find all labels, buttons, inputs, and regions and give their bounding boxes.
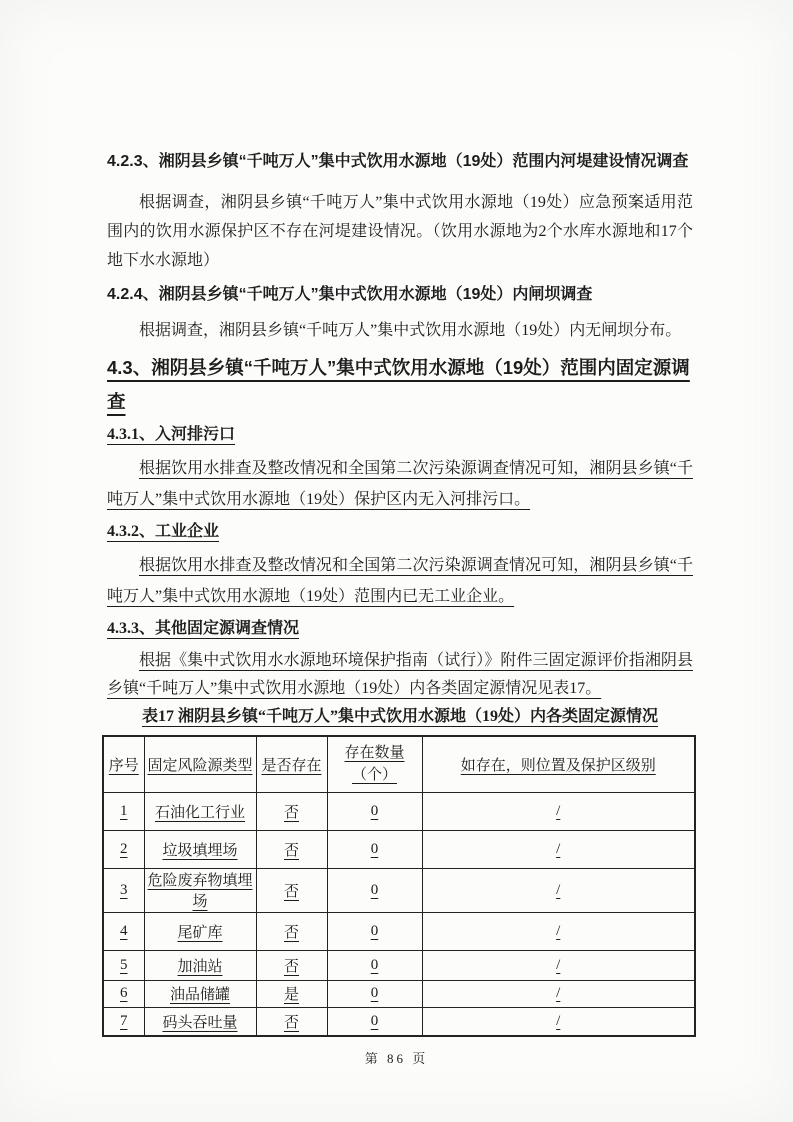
header-location: 如存在，则位置及保护区级别 — [422, 736, 695, 792]
heading-4-2-3: 4.2.3、湘阴县乡镇“千吨万人”集中式饮用水源地（19处）范围内河堤建设情况调查 — [107, 153, 689, 170]
fixed-source-table — [102, 735, 696, 1037]
heading-4-3-1: 4.3.1、入河排污口 — [107, 426, 236, 443]
heading-4-3-3: 4.3.3、其他固定源调查情况 — [107, 620, 300, 637]
page-number: 第 86 页 — [364, 1051, 429, 1066]
table-row: 4 尾矿库 否 0 / — [103, 912, 695, 950]
heading-4-3: 4.3、湘阴县乡镇“千吨万人”集中式饮用水源地（19处）范围内固定源调查 — [107, 357, 690, 412]
table-row: 7 码头吞吐量 否 0 / — [103, 1007, 695, 1036]
paragraph-4-2-4: 根据调查，湘阴县乡镇“千吨万人”集中式饮用水源地（19处）内无闸坝分布。 — [139, 322, 682, 339]
table-header-row — [103, 736, 695, 792]
table-row: 3 危险废弃物填埋场 否 0 / — [103, 868, 695, 912]
header-no: 序号 — [103, 736, 144, 792]
paragraph-4-3-1: 根据饮用水排查及整改情况和全国第二次污染源调查情况可知，湘阴县乡镇“千吨万人”集中式饮用水源地（19处）保护区内无入河排污口。 — [107, 460, 693, 508]
paragraph-4-3-3: 根据《集中式饮用水水源地环境保护指南（试行）》附件三固定源评价指湘阴县乡镇“千吨万人”集中式饮用水源地（19处）内各类固定源情况见表17。 — [107, 652, 693, 697]
heading-4-2-4: 4.2.4、湘阴县乡镇“千吨万人”集中式饮用水源地（19处）内闸坝调查 — [107, 286, 593, 303]
paragraph-4-3-2: 根据饮用水排查及整改情况和全国第二次污染源调查情况可知，湘阴县乡镇“千吨万人”集中式饮用水源地（19处）范围内已无工业企业。 — [107, 557, 693, 605]
table-row: 6 油品储罐 是 0 / — [103, 980, 695, 1007]
table-row: 5 加油站 否 0 / — [103, 950, 695, 980]
table-row: 1 石油化工行业 否 0 / — [103, 792, 695, 830]
header-exists: 是否存在 — [256, 736, 327, 792]
table-row: 2 垃圾填埋场 否 0 / — [103, 830, 695, 868]
header-count: 存在数量 （个） — [327, 736, 422, 792]
heading-4-3-2: 4.3.2、工业企业 — [107, 523, 220, 540]
document-content — [107, 150, 693, 1037]
table-caption: 表17 湘阴县乡镇“千吨万人”集中式饮用水源地（19处）内各类固定源情况 — [141, 708, 658, 725]
header-type: 固定风险源类型 — [144, 736, 256, 792]
paragraph-4-2-3: 根据调查，湘阴县乡镇“千吨万人”集中式饮用水源地（19处）应急预案适用范围内的饮用水源保护区不存在河堤建设情况。（饮用水源地为2个水库水源地和17个地下水水源地） — [107, 194, 693, 269]
